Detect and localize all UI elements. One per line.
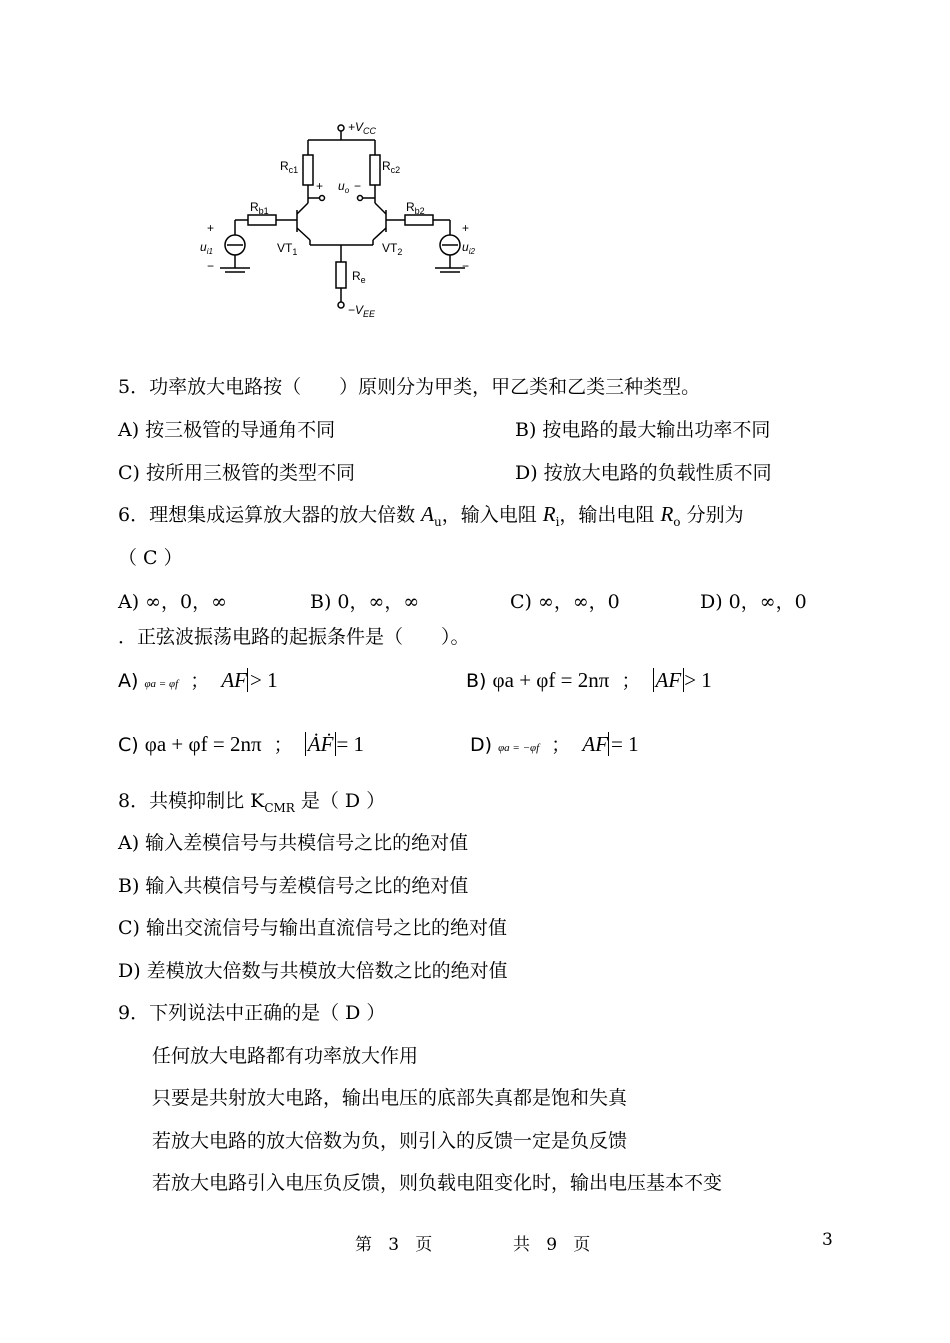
q7-option-c: C) φa + φf = 2nπ ； ȦḞ = 1 <box>118 732 365 756</box>
q8-option-a: A) 输入差模信号与共模信号之比的绝对值 <box>118 832 469 854</box>
svg-text:Rc1: $R_{c1}$ <box>280 159 299 175</box>
q7-option-b: B) φa + φf = 2nπ ； AF > 1 <box>466 668 712 692</box>
svg-text:−: − <box>462 259 470 273</box>
svg-text:+VCC: $+V_{CC}$ <box>348 120 377 136</box>
svg-text:VT1: $VT_1$ <box>277 241 298 257</box>
q5-option-a: A) 按三极管的导通角不同 <box>118 419 336 441</box>
q6-option-c: C) ∞，∞，0 <box>510 591 620 613</box>
q7-stem: ．正弦波振荡电路的起振条件是（ ）。 <box>118 626 470 648</box>
page-number: 3 <box>822 1230 833 1250</box>
svg-text:−: − <box>207 259 215 273</box>
q6-option-d: D) 0，∞，0 <box>700 591 807 613</box>
q8-stem: 8．共模抑制比 $K_{CMR}$ 是（ D ） <box>118 790 386 815</box>
q8-option-d: D) 差模放大倍数与共模放大倍数之比的绝对值 <box>118 960 508 982</box>
svg-text:−: − <box>354 179 362 193</box>
svg-text:VT2: $VT_2$ <box>382 241 403 257</box>
q9-statement-2: 只要是共射放大电路，输出电压的底部失真都是饱和失真 <box>152 1087 628 1109</box>
differential-amplifier-circuit <box>0 0 950 340</box>
svg-text:Rb2: $R_{b2}$ <box>406 200 425 216</box>
svg-text:Re: $R_e$ <box>352 269 366 285</box>
q9-stem: 9．下列说法中正确的是（ D ） <box>118 1002 386 1024</box>
q6-option-a: A) ∞，0，∞ <box>118 591 227 613</box>
q9-statement-3: 若放大电路的放大倍数为负，则引入的反馈一定是负反馈 <box>152 1130 628 1152</box>
q8-option-b: B) 输入共模信号与差模信号之比的绝对值 <box>118 875 469 897</box>
q5-option-d: D) 按放大电路的负载性质不同 <box>515 462 772 484</box>
q9-statement-1: 任何放大电路都有功率放大作用 <box>152 1045 419 1067</box>
svg-text:ui1: $u_{i1}$ <box>200 240 213 256</box>
q6-stem: 6．理想集成运算放大器的放大倍数 $A_u$，输入电阻 $R_i$，输出电阻 $R_o$ 分别为 <box>118 502 744 529</box>
svg-text:ui2: $u_{i2}$ <box>462 240 475 256</box>
svg-text:+: + <box>316 179 324 193</box>
q5-option-b: B) 按电路的最大输出功率不同 <box>515 419 771 441</box>
q8-option-c: C) 输出交流信号与输出直流信号之比的绝对值 <box>118 917 507 939</box>
svg-text:Rb1: $R_{b1}$ <box>250 200 269 216</box>
q6-option-b: B) 0，∞，∞ <box>310 591 420 613</box>
q7-option-d: D) φa = −φf ； AF = 1 <box>470 732 639 756</box>
footer-page-info: 第 3 页 <box>355 1235 433 1255</box>
q5-stem: 5．功率放大电路按（ ）原则分为甲类，甲乙类和乙类三种类型。 <box>118 376 701 398</box>
q9-statement-4: 若放大电路引入电压负反馈，则负载电阻变化时，输出电压基本不变 <box>152 1172 723 1194</box>
svg-text:−VEE: $-V_{EE}$ <box>348 303 376 319</box>
q5-option-c: C) 按所用三极管的类型不同 <box>118 462 355 484</box>
q6-answer: （ C ） <box>118 547 183 569</box>
footer-total-pages: 共 9 页 <box>513 1235 591 1255</box>
svg-text:+: + <box>462 221 470 235</box>
svg-text:uo: $u_o$ <box>338 179 350 195</box>
svg-text:+: + <box>207 221 215 235</box>
svg-text:Rc2: $R_{c2}$ <box>382 159 401 175</box>
q7-option-a: A) φa = φf ； AF > 1 <box>118 668 278 692</box>
